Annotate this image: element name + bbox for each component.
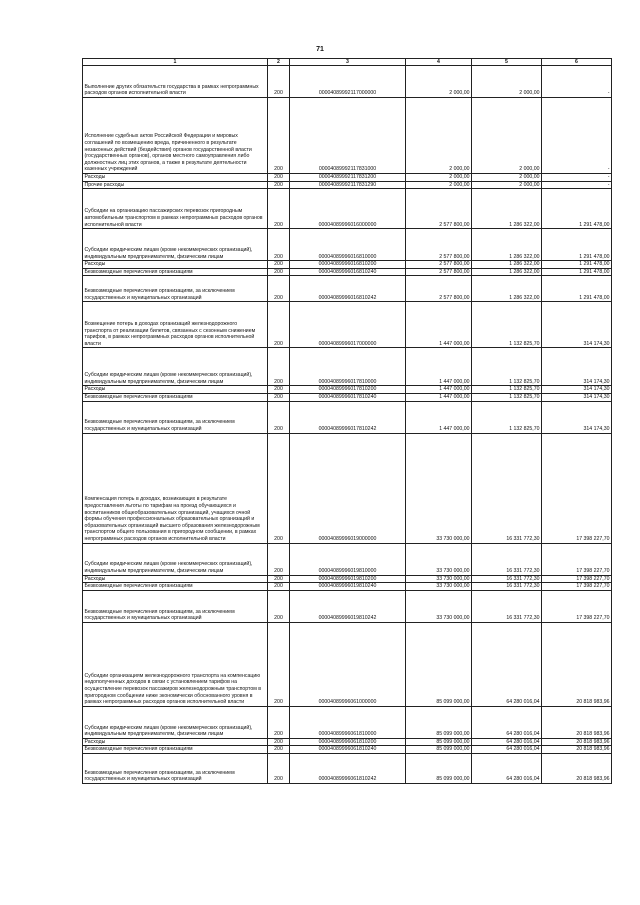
table-row bbox=[83, 753, 612, 783]
row-code-cell: 200 bbox=[268, 746, 290, 754]
row-kbk-cell: 00004089996017810200 bbox=[290, 386, 406, 394]
column-header: 3 bbox=[290, 59, 406, 66]
row-value-cell: 1 286 322,00 bbox=[472, 229, 542, 261]
row-value-cell: 2 000,00 bbox=[472, 181, 542, 189]
row-value-cell: 64 280 016,04 bbox=[472, 746, 542, 754]
table-row bbox=[83, 543, 612, 575]
row-value-cell: 64 280 016,04 bbox=[472, 753, 542, 783]
table-row bbox=[83, 98, 612, 174]
row-code-cell: 200 bbox=[268, 622, 290, 706]
table-row bbox=[83, 229, 612, 261]
table-row bbox=[83, 276, 612, 302]
row-code-cell: 200 bbox=[268, 181, 290, 189]
row-value-cell: 1 286 322,00 bbox=[472, 268, 542, 276]
row-kbk-cell: 00004089996061810200 bbox=[290, 738, 406, 746]
row-kbk-cell: 00004089996016810240 bbox=[290, 268, 406, 276]
table-row bbox=[83, 433, 612, 543]
row-value-cell: 1 132 825,70 bbox=[472, 393, 542, 401]
row-value-cell: 85 099 000,00 bbox=[406, 706, 472, 738]
row-value-cell: 17 398 227,70 bbox=[542, 543, 612, 575]
column-header-row bbox=[83, 59, 612, 66]
row-value-cell: - bbox=[542, 66, 612, 98]
table-row bbox=[83, 302, 612, 348]
row-value-cell: 17 398 227,70 bbox=[542, 575, 612, 583]
row-value-cell: 64 280 016,04 bbox=[472, 622, 542, 706]
row-value-cell: 2 000,00 bbox=[472, 66, 542, 98]
row-name-cell: Безвозмездные перечисления организациям bbox=[83, 583, 268, 591]
row-kbk-cell: 00004089992117831290 bbox=[290, 181, 406, 189]
row-code-cell: 200 bbox=[268, 433, 290, 543]
row-code-cell: 200 bbox=[268, 174, 290, 182]
row-value-cell: 2 577 800,00 bbox=[406, 229, 472, 261]
row-kbk-cell: 00004089996017810242 bbox=[290, 401, 406, 433]
row-value-cell: 2 000,00 bbox=[406, 66, 472, 98]
row-kbk-cell: 00004089996017810000 bbox=[290, 348, 406, 386]
table-row bbox=[83, 261, 612, 269]
row-value-cell: 17 398 227,70 bbox=[542, 590, 612, 622]
row-value-cell: 16 331 772,30 bbox=[472, 575, 542, 583]
row-value-cell: 1 447 000,00 bbox=[406, 348, 472, 386]
row-code-cell: 200 bbox=[268, 590, 290, 622]
budget-table bbox=[82, 58, 612, 784]
row-kbk-cell: 00004089996019810000 bbox=[290, 543, 406, 575]
row-value-cell: 1 286 322,00 bbox=[472, 276, 542, 302]
table-row bbox=[83, 66, 612, 98]
column-header: 2 bbox=[268, 59, 290, 66]
row-value-cell: 2 000,00 bbox=[472, 174, 542, 182]
row-value-cell: 85 099 000,00 bbox=[406, 622, 472, 706]
row-value-cell: 1 132 825,70 bbox=[472, 348, 542, 386]
row-code-cell: 200 bbox=[268, 753, 290, 783]
row-value-cell: 1 447 000,00 bbox=[406, 302, 472, 348]
row-code-cell: 200 bbox=[268, 268, 290, 276]
table-row bbox=[83, 746, 612, 754]
row-code-cell: 200 bbox=[268, 348, 290, 386]
row-value-cell: 20 818 983,96 bbox=[542, 738, 612, 746]
row-value-cell: 1 286 322,00 bbox=[472, 261, 542, 269]
table-row bbox=[83, 401, 612, 433]
row-value-cell: 17 398 227,70 bbox=[542, 583, 612, 591]
row-code-cell: 200 bbox=[268, 229, 290, 261]
row-value-cell: 2 577 800,00 bbox=[406, 261, 472, 269]
row-value-cell: 314 174,30 bbox=[542, 386, 612, 394]
table-row bbox=[83, 348, 612, 386]
row-name-cell: Расходы bbox=[83, 174, 268, 182]
row-value-cell: 33 730 000,00 bbox=[406, 583, 472, 591]
row-name-cell: Безвозмездные перечисления организациям, за исключением государственных и муниципальных организаций bbox=[83, 753, 268, 783]
table-row bbox=[83, 590, 612, 622]
column-header: 1 bbox=[83, 59, 268, 66]
row-code-cell: 200 bbox=[268, 543, 290, 575]
row-name-cell: Субсидии юридическим лицам (кроме некоммерческих организаций), индивидуальным предпринимателям, физическим лицам bbox=[83, 229, 268, 261]
table-row bbox=[83, 706, 612, 738]
row-name-cell: Безвозмездные перечисления организациям bbox=[83, 393, 268, 401]
row-value-cell: 1 286 322,00 bbox=[472, 189, 542, 229]
row-code-cell: 200 bbox=[268, 98, 290, 174]
row-value-cell: - bbox=[542, 98, 612, 174]
row-value-cell: 16 331 772,30 bbox=[472, 433, 542, 543]
row-code-cell: 200 bbox=[268, 66, 290, 98]
row-value-cell: 33 730 000,00 bbox=[406, 543, 472, 575]
table-row bbox=[83, 386, 612, 394]
row-value-cell: 33 730 000,00 bbox=[406, 590, 472, 622]
row-value-cell: 314 174,30 bbox=[542, 401, 612, 433]
row-kbk-cell: 00004089996019810200 bbox=[290, 575, 406, 583]
row-kbk-cell: 00004089996061810000 bbox=[290, 706, 406, 738]
row-code-cell: 200 bbox=[268, 583, 290, 591]
row-kbk-cell: 00004089996016810200 bbox=[290, 261, 406, 269]
row-value-cell: - bbox=[542, 181, 612, 189]
row-kbk-cell: 00004089996019000000 bbox=[290, 433, 406, 543]
row-value-cell: 1 447 000,00 bbox=[406, 393, 472, 401]
row-value-cell: 17 398 227,70 bbox=[542, 433, 612, 543]
row-code-cell: 200 bbox=[268, 261, 290, 269]
row-value-cell: 2 000,00 bbox=[406, 98, 472, 174]
row-value-cell: 1 132 825,70 bbox=[472, 386, 542, 394]
row-code-cell: 200 bbox=[268, 276, 290, 302]
row-value-cell: 2 577 800,00 bbox=[406, 189, 472, 229]
row-name-cell: Расходы bbox=[83, 386, 268, 394]
row-value-cell: 1 291 478,00 bbox=[542, 268, 612, 276]
page-number: 71 bbox=[316, 46, 324, 53]
row-value-cell: 1 291 478,00 bbox=[542, 189, 612, 229]
row-value-cell: 33 730 000,00 bbox=[406, 433, 472, 543]
row-kbk-cell: 00004089996061000000 bbox=[290, 622, 406, 706]
row-value-cell: 85 099 000,00 bbox=[406, 753, 472, 783]
column-header: 6 bbox=[542, 59, 612, 66]
row-name-cell: Безвозмездные перечисления организациям bbox=[83, 268, 268, 276]
row-kbk-cell: 00004089996061810242 bbox=[290, 753, 406, 783]
row-name-cell: Расходы bbox=[83, 738, 268, 746]
row-value-cell: 314 174,30 bbox=[542, 348, 612, 386]
table-row bbox=[83, 268, 612, 276]
row-value-cell: 314 174,30 bbox=[542, 393, 612, 401]
row-value-cell: 20 818 983,96 bbox=[542, 622, 612, 706]
row-kbk-cell: 00004089996016000000 bbox=[290, 189, 406, 229]
row-kbk-cell: 00004089996061810240 bbox=[290, 746, 406, 754]
row-name-cell: Безвозмездные перечисления организациям, за исключением государственных и муниципальных организаций bbox=[83, 276, 268, 302]
row-kbk-cell: 00004089996017000000 bbox=[290, 302, 406, 348]
row-value-cell: 1 291 478,00 bbox=[542, 261, 612, 269]
table-row bbox=[83, 174, 612, 182]
row-value-cell: 2 000,00 bbox=[406, 181, 472, 189]
row-value-cell: 2 577 800,00 bbox=[406, 268, 472, 276]
table-body bbox=[83, 66, 612, 784]
row-kbk-cell: 00004089996019810240 bbox=[290, 583, 406, 591]
row-value-cell: - bbox=[542, 174, 612, 182]
row-kbk-cell: 00004089996017810240 bbox=[290, 393, 406, 401]
row-name-cell: Компенсация потерь в доходах, возникающих в результате предоставления льготы по тарифам на проезд обучающихся и воспитанников общеобразовательных организаций, учащихся очной формы обучения профессиональных образовательных организаций и образовательных организаций высшего образования железнодорожным транспортом общего пользования в пригородном сообщении, в рамках непрограммных расходов органов исполнительной власти bbox=[83, 433, 268, 543]
row-value-cell: 1 447 000,00 bbox=[406, 386, 472, 394]
row-name-cell: Субсидии юридическим лицам (кроме некоммерческих организаций), индивидуальным предпринимателям, физическим лицам bbox=[83, 543, 268, 575]
row-code-cell: 200 bbox=[268, 189, 290, 229]
row-name-cell: Субсидии на организацию пассажирских перевозок пригородным автомобильным транспортом в рамках непрограммных расходов органов исполнительной власти bbox=[83, 189, 268, 229]
table-row bbox=[83, 575, 612, 583]
row-value-cell: 2 577 800,00 bbox=[406, 276, 472, 302]
row-kbk-cell: 00004089996019810242 bbox=[290, 590, 406, 622]
row-code-cell: 200 bbox=[268, 393, 290, 401]
row-value-cell: 20 818 983,96 bbox=[542, 746, 612, 754]
row-value-cell: 2 000,00 bbox=[406, 174, 472, 182]
row-value-cell: 2 000,00 bbox=[472, 98, 542, 174]
row-name-cell: Прочие расходы bbox=[83, 181, 268, 189]
table-row bbox=[83, 181, 612, 189]
row-value-cell: 85 099 000,00 bbox=[406, 738, 472, 746]
row-name-cell: Возмещение потерь в доходах организаций железнодорожного транспорта от реализации билетов, связанных с сезонным снижением тарифов, в рамках непрограммных расходов органов исполнительной власти bbox=[83, 302, 268, 348]
row-name-cell: Расходы bbox=[83, 575, 268, 583]
table-row bbox=[83, 738, 612, 746]
row-name-cell: Безвозмездные перечисления организациям, за исключением государственных и муниципальных организаций bbox=[83, 401, 268, 433]
row-code-cell: 200 bbox=[268, 401, 290, 433]
column-header: 5 bbox=[472, 59, 542, 66]
row-value-cell: 85 099 000,00 bbox=[406, 746, 472, 754]
table-row bbox=[83, 622, 612, 706]
row-code-cell: 200 bbox=[268, 302, 290, 348]
row-code-cell: 200 bbox=[268, 738, 290, 746]
row-name-cell: Расходы bbox=[83, 261, 268, 269]
row-name-cell: Выполнение других обязательств государства в рамках непрограммных расходов органов исполнительной власти bbox=[83, 66, 268, 98]
row-value-cell: 1 447 000,00 bbox=[406, 401, 472, 433]
row-value-cell: 20 818 983,96 bbox=[542, 753, 612, 783]
row-value-cell: 64 280 016,04 bbox=[472, 738, 542, 746]
row-value-cell: 64 280 016,04 bbox=[472, 706, 542, 738]
row-value-cell: 20 818 983,96 bbox=[542, 706, 612, 738]
row-kbk-cell: 00004089992117831200 bbox=[290, 174, 406, 182]
table-row bbox=[83, 393, 612, 401]
table-row bbox=[83, 189, 612, 229]
row-value-cell: 1 132 825,70 bbox=[472, 401, 542, 433]
table-row bbox=[83, 583, 612, 591]
row-name-cell: Субсидии юридическим лицам (кроме некоммерческих организаций), индивидуальным предпринимателям, физическим лицам bbox=[83, 706, 268, 738]
row-name-cell: Субсидии организациям железнодорожного транспорта на компенсацию недополученных доходов в связи с установлением тарифов на осуществление перевозок пассажиров железнодорожным транспортом в пригородном сообщении ниже экономически обоснованного уровня в рамках непрограммных расходов органов исполнительной власти bbox=[83, 622, 268, 706]
row-name-cell: Безвозмездные перечисления организациям, за исключением государственных и муниципальных организаций bbox=[83, 590, 268, 622]
row-code-cell: 200 bbox=[268, 386, 290, 394]
row-value-cell: 33 730 000,00 bbox=[406, 575, 472, 583]
row-value-cell: 16 331 772,30 bbox=[472, 543, 542, 575]
row-code-cell: 200 bbox=[268, 575, 290, 583]
row-name-cell: Исполнение судебных актов Российской Федерации и мировых соглашений по возмещению вреда, причиненного в результате незаконных действий (бездействия) органов государственной власти (государственных органов), органов местного самоуправления либо должностных лиц этих органов, а также в результате деятельности казенных учреждений bbox=[83, 98, 268, 174]
column-header: 4 bbox=[406, 59, 472, 66]
row-value-cell: 16 331 772,30 bbox=[472, 583, 542, 591]
row-name-cell: Безвозмездные перечисления организациям bbox=[83, 746, 268, 754]
row-kbk-cell: 00004089992117831000 bbox=[290, 98, 406, 174]
row-kbk-cell: 00004089996016810000 bbox=[290, 229, 406, 261]
row-value-cell: 1 291 478,00 bbox=[542, 229, 612, 261]
row-code-cell: 200 bbox=[268, 706, 290, 738]
row-kbk-cell: 00004089996016810242 bbox=[290, 276, 406, 302]
row-value-cell: 1 132 825,70 bbox=[472, 302, 542, 348]
row-value-cell: 16 331 772,30 bbox=[472, 590, 542, 622]
row-value-cell: 1 291 478,00 bbox=[542, 276, 612, 302]
row-value-cell: 314 174,30 bbox=[542, 302, 612, 348]
row-kbk-cell: 00004089992117000000 bbox=[290, 66, 406, 98]
row-name-cell: Субсидии юридическим лицам (кроме некоммерческих организаций), индивидуальным предпринимателям, физическим лицам bbox=[83, 348, 268, 386]
